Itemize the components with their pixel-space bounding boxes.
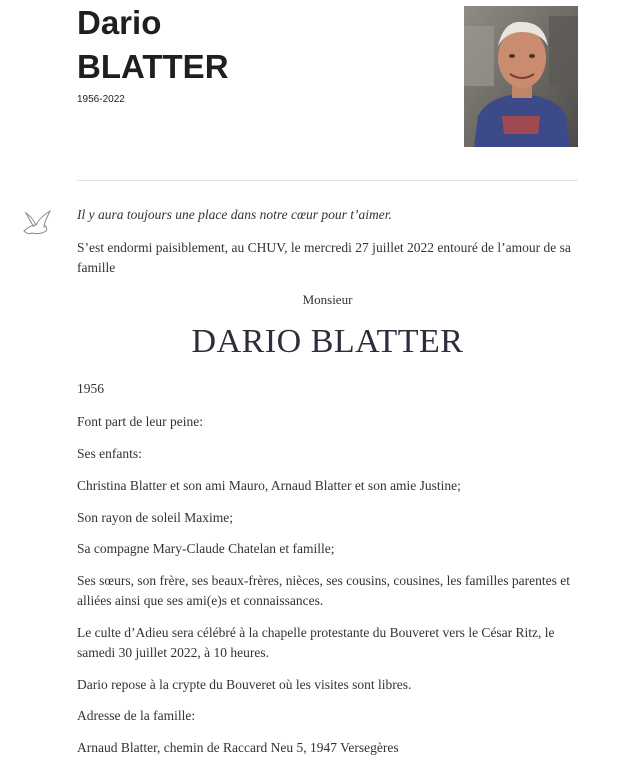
first-name: Dario <box>77 4 162 41</box>
last-name: BLATTER <box>77 48 229 85</box>
paragraph: Sa compagne Mary-Claude Chatelan et famille; <box>77 541 335 556</box>
paragraph: Dario repose à la crypte du Bouveret où les visites sont libres. <box>77 677 412 692</box>
paragraph: Font part de leur peine: <box>77 414 203 429</box>
family-address: Arnaud Blatter, chemin de Raccard Neu 5, 1947 Versegères <box>77 740 399 755</box>
paragraph: Ses sœurs, son frère, ses beaux-frères, nièces, ses cousins, cousines, les familles parentes et alliées ainsi que ses ami(e)s et connaissances. <box>77 573 570 608</box>
honorific: Monsieur <box>302 292 353 307</box>
deceased-name: DARIO BLATTER <box>191 323 464 360</box>
paragraph: Adresse de la famille: <box>77 708 196 723</box>
intro-text: S’est endormi paisiblement, au CHUV, le mercredi 27 juillet 2022 entouré de l’amour de sa famille <box>77 240 571 275</box>
dove-icon <box>20 205 54 239</box>
life-dates: 1956-2022 <box>77 94 125 105</box>
paragraph: Christina Blatter et son ami Mauro, Arnaud Blatter et son amie Justine; <box>77 478 461 493</box>
memorial-quote: Il y aura toujours une place dans notre cœur pour t’aimer. <box>77 207 392 222</box>
paragraph: Le culte d’Adieu sera célébré à la chapelle protestante du Bouveret vers le César Ritz, le samedi 30 juillet 2022, à 10 heures. <box>77 625 555 660</box>
header-divider <box>77 180 578 181</box>
birth-year: 1956 <box>77 381 104 396</box>
paragraph: Son rayon de soleil Maxime; <box>77 510 233 525</box>
paragraph: Ses enfants: <box>77 446 142 461</box>
portrait-photo <box>464 6 578 147</box>
